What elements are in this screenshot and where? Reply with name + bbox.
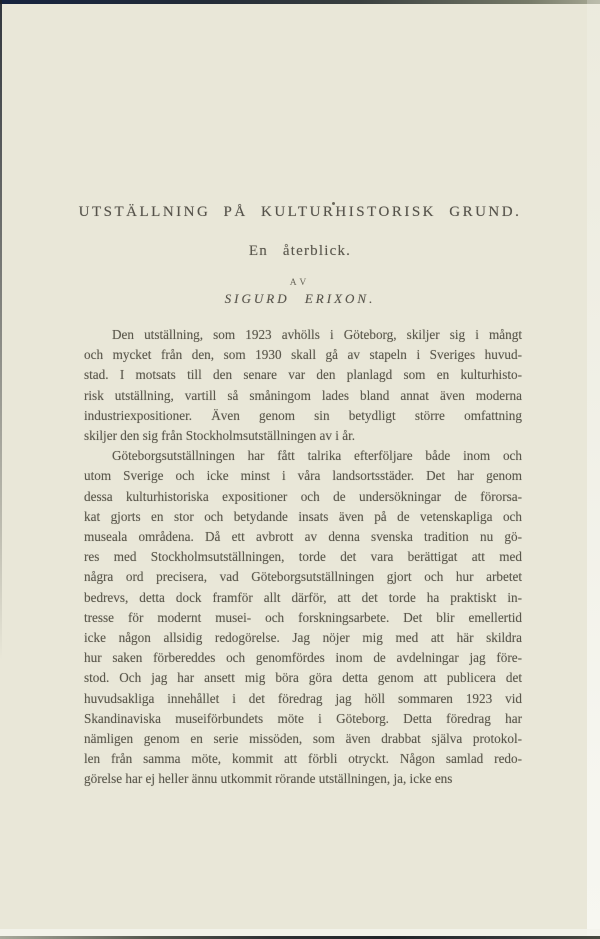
text-line: skiljer den sig från Stockholmsutställningen av i år. xyxy=(84,428,356,444)
text-line: risk utställning, vartill så småningom lades bland annat även moderna xyxy=(84,387,522,403)
text-line: len från samma möte, kommit att förbli otryckt. Någon samlad redo- xyxy=(84,751,522,767)
text-line: Skandinaviska museiförbundets möte i Göteborg. Detta föredrag har xyxy=(84,710,522,726)
scan-edge-top xyxy=(0,0,600,4)
text-line: och mycket från den, som 1930 skall gå av stapeln i Sveriges huvud- xyxy=(84,347,522,363)
article-subtitle: En återblick. xyxy=(248,243,352,259)
text-line: icke någon allsidig redogörelse. Jag nöjer mig med att här skildra xyxy=(84,630,522,646)
text-line: utom Sverige och icke minst i våra landsortsstäder. Det har genom xyxy=(84,468,522,484)
text-line: res med Stockholmsutställningen, torde det vara berättigat att med xyxy=(84,549,522,565)
scan-edge-bottom-light xyxy=(0,929,600,936)
scan-edge-left xyxy=(0,0,2,660)
author-name: SIGURD ERIXON. xyxy=(224,291,376,306)
text-line: huvudsakliga innehållet i det föredrag jag höll sommaren 1923 vid xyxy=(84,690,522,706)
text-line: några ord precisera, vad Göteborgsutställningen gjort och hur arbetet xyxy=(84,569,522,585)
text-line: stod. Och jag har ansett mig böra göra detta genom att publicera det xyxy=(84,670,522,686)
article-body xyxy=(84,325,522,790)
text-line: museala områdena. Då ett avbrott av denna svenska tradition nu gö- xyxy=(84,529,522,545)
scan-edge-right xyxy=(587,0,600,939)
text-line: nämligen genom en serie missöden, som även drabbat själva protokol- xyxy=(84,731,522,747)
text-line: bedrevs, detta dock framför allt därför, att det torde ha praktiskt in- xyxy=(84,589,522,605)
byline-label: AV xyxy=(289,278,311,288)
text-line: Den utställning, som 1923 avhölls i Göteborg, skiljer sig i mångt xyxy=(112,327,522,342)
text-line: industriexpositioner. Även genom sin betydligt större omfattning xyxy=(84,407,522,423)
text-line: hur saken förbereddes och genomfördes inom de avdelningar jag före- xyxy=(84,650,522,666)
text-line: dessa kulturhistoriska expositioner och de undersökningar de förorsa- xyxy=(84,488,522,504)
text-line: stad. I motsats till den senare var den planlagd som en kulturhisto- xyxy=(84,367,522,383)
text-line: görelse har ej heller ännu utkommit rörande utställningen, ja, icke ens xyxy=(84,771,453,787)
article-title: UTSTÄLLNING PÅ KULTURHISTORISK GRUND. xyxy=(78,204,522,220)
text-line: Göteborgsutställningen har fått talrika efterföljare både inom och xyxy=(112,448,522,464)
text-line: tresse för modernt musei- och forskningsarbete. Det blir emellertid xyxy=(84,609,522,625)
text-line: kat gjorts en stor och betydande insats även på de vetenskapliga och xyxy=(84,508,522,524)
